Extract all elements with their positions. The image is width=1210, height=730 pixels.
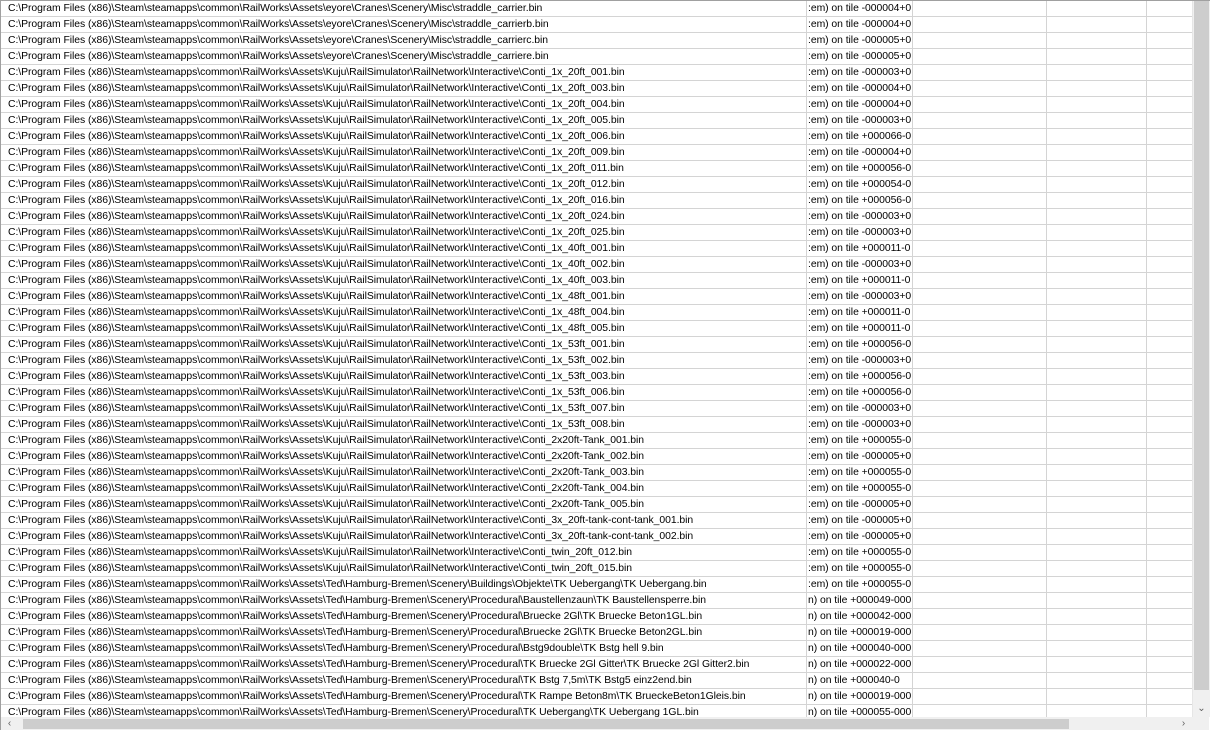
empty-cell [1047, 385, 1147, 401]
file-path-cell: C:\Program Files (x86)\Steam\steamapps\common\RailWorks\Assets\Ted\Hamburg-Bremen\Scenery\Procedural\Baustellenzaun\TK Baustellensperre.bin [1, 593, 807, 609]
tile-location-cell: n) on tile +000040-0 [807, 673, 913, 689]
empty-cell [1047, 193, 1147, 209]
empty-cell [1047, 513, 1147, 529]
tile-location-cell: :em) on tile +000054-0 [807, 177, 913, 193]
empty-cell [913, 97, 1047, 113]
empty-cell [1047, 593, 1147, 609]
file-path-cell: C:\Program Files (x86)\Steam\steamapps\common\RailWorks\Assets\eyore\Cranes\Scenery\Misc\straddle_carrierb.bin [1, 17, 807, 33]
empty-cell [913, 193, 1047, 209]
file-path-cell: C:\Program Files (x86)\Steam\steamapps\common\RailWorks\Assets\Kuju\RailSimulator\RailNetwork\Interactive\Conti_1x_48ft_004.bin [1, 305, 807, 321]
empty-cell [1047, 289, 1147, 305]
tile-location-cell: :em) on tile +000011-0 [807, 321, 913, 337]
empty-cell [1147, 353, 1193, 369]
empty-cell [1047, 17, 1147, 33]
tile-location-cell: :em) on tile +000011-0 [807, 273, 913, 289]
table-row[interactable] [1, 97, 1193, 113]
empty-cell [1147, 305, 1193, 321]
empty-cell [1147, 49, 1193, 65]
tile-location-cell: :em) on tile -000003+0 [807, 65, 913, 81]
file-path-cell: C:\Program Files (x86)\Steam\steamapps\common\RailWorks\Assets\Kuju\RailSimulator\RailNetwork\Interactive\Conti_1x_40ft_003.bin [1, 273, 807, 289]
tile-location-cell: n) on tile +000019-000 [807, 689, 913, 705]
horizontal-scrollbar[interactable] [1, 717, 1192, 730]
table-row[interactable] [1, 241, 1193, 257]
file-path-cell: C:\Program Files (x86)\Steam\steamapps\common\RailWorks\Assets\Kuju\RailSimulator\RailNetwork\Interactive\Conti_1x_20ft_004.bin [1, 97, 807, 113]
empty-cell [1047, 353, 1147, 369]
empty-cell [1147, 1, 1193, 17]
tile-location-cell: :em) on tile +000055-0 [807, 577, 913, 593]
table-row[interactable] [1, 161, 1193, 177]
table-row[interactable] [1, 289, 1193, 305]
tile-location-cell: n) on tile +000049-000 [807, 593, 913, 609]
empty-cell [1147, 433, 1193, 449]
tile-location-cell: :em) on tile -000003+0 [807, 289, 913, 305]
tile-location-cell: :em) on tile -000003+0 [807, 209, 913, 225]
tile-location-cell: :em) on tile +000055-0 [807, 545, 913, 561]
tile-location-cell: :em) on tile -000004+0 [807, 1, 913, 17]
empty-cell [1147, 81, 1193, 97]
empty-cell [1047, 49, 1147, 65]
empty-cell [1147, 257, 1193, 273]
table-row[interactable] [1, 609, 1193, 625]
empty-cell [913, 257, 1047, 273]
empty-cell [913, 433, 1047, 449]
empty-cell [1147, 641, 1193, 657]
table-row[interactable] [1, 705, 1193, 717]
table-row[interactable] [1, 417, 1193, 433]
horizontal-scrollbar-thumb[interactable] [23, 719, 1069, 729]
file-path-cell: C:\Program Files (x86)\Steam\steamapps\common\RailWorks\Assets\Ted\Hamburg-Bremen\Scenery\Procedural\TK Bstg 7,5m\TK Bstg5 einz2end.bin [1, 673, 807, 689]
empty-cell [1147, 193, 1193, 209]
empty-cell [1147, 577, 1193, 593]
empty-cell [1047, 673, 1147, 689]
tile-location-cell: :em) on tile -000005+0 [807, 513, 913, 529]
empty-cell [913, 177, 1047, 193]
vertical-scrollbar[interactable] [1192, 1, 1210, 717]
empty-cell [913, 321, 1047, 337]
empty-cell [913, 113, 1047, 129]
tile-location-cell: :em) on tile -000005+0 [807, 49, 913, 65]
empty-cell [913, 273, 1047, 289]
table-row[interactable] [1, 433, 1193, 449]
empty-cell [1047, 321, 1147, 337]
empty-cell [1147, 705, 1193, 717]
table-row[interactable] [1, 673, 1193, 689]
file-path-cell: C:\Program Files (x86)\Steam\steamapps\common\RailWorks\Assets\Kuju\RailSimulator\RailNetwork\Interactive\Conti_1x_53ft_003.bin [1, 369, 807, 385]
empty-cell [913, 129, 1047, 145]
empty-cell [913, 545, 1047, 561]
file-path-cell: C:\Program Files (x86)\Steam\steamapps\common\RailWorks\Assets\Kuju\RailSimulator\RailNetwork\Interactive\Conti_2x20ft-Tank_002.bin [1, 449, 807, 465]
table-row[interactable] [1, 641, 1193, 657]
file-path-cell: C:\Program Files (x86)\Steam\steamapps\common\RailWorks\Assets\Kuju\RailSimulator\RailNetwork\Interactive\Conti_3x_20ft-tank-cont-tank_002.bin [1, 529, 807, 545]
file-path-cell: C:\Program Files (x86)\Steam\steamapps\common\RailWorks\Assets\Kuju\RailSimulator\RailNetwork\Interactive\Conti_twin_20ft_012.bin [1, 545, 807, 561]
empty-cell [1047, 465, 1147, 481]
file-path-cell: C:\Program Files (x86)\Steam\steamapps\common\RailWorks\Assets\Kuju\RailSimulator\RailNetwork\Interactive\Conti_1x_53ft_002.bin [1, 353, 807, 369]
table-row[interactable] [1, 81, 1193, 97]
empty-cell [913, 369, 1047, 385]
empty-cell [1047, 225, 1147, 241]
empty-cell [913, 513, 1047, 529]
empty-cell [1047, 97, 1147, 113]
empty-cell [1147, 97, 1193, 113]
empty-cell [913, 577, 1047, 593]
empty-cell [1047, 609, 1147, 625]
empty-cell [1047, 561, 1147, 577]
empty-cell [1047, 625, 1147, 641]
table-row[interactable] [1, 465, 1193, 481]
empty-cell [913, 593, 1047, 609]
file-path-cell: C:\Program Files (x86)\Steam\steamapps\common\RailWorks\Assets\eyore\Cranes\Scenery\Misc\straddle_carriere.bin [1, 49, 807, 65]
empty-cell [1047, 129, 1147, 145]
file-path-cell: C:\Program Files (x86)\Steam\steamapps\common\RailWorks\Assets\Kuju\RailSimulator\RailNetwork\Interactive\Conti_1x_20ft_025.bin [1, 225, 807, 241]
empty-cell [1147, 545, 1193, 561]
empty-cell [1047, 481, 1147, 497]
tile-location-cell: :em) on tile +000056-0 [807, 385, 913, 401]
tile-location-cell: :em) on tile +000055-0 [807, 433, 913, 449]
tile-location-cell: :em) on tile +000011-0 [807, 305, 913, 321]
empty-cell [1147, 481, 1193, 497]
empty-cell [1147, 513, 1193, 529]
empty-cell [913, 657, 1047, 673]
tile-location-cell: :em) on tile +000055-0 [807, 561, 913, 577]
empty-cell [1047, 257, 1147, 273]
empty-cell [913, 417, 1047, 433]
empty-cell [913, 81, 1047, 97]
empty-cell [1047, 497, 1147, 513]
empty-cell [1147, 593, 1193, 609]
empty-cell [1047, 273, 1147, 289]
empty-cell [1147, 65, 1193, 81]
table-row[interactable] [1, 209, 1193, 225]
empty-cell [1047, 81, 1147, 97]
table-row[interactable] [1, 49, 1193, 65]
empty-cell [1147, 417, 1193, 433]
table-row[interactable] [1, 129, 1193, 145]
file-path-cell: C:\Program Files (x86)\Steam\steamapps\common\RailWorks\Assets\eyore\Cranes\Scenery\Misc\straddle_carrierc.bin [1, 33, 807, 49]
scroll-down-arrow-icon[interactable]: ⌄ [1197, 703, 1206, 714]
empty-cell [1047, 209, 1147, 225]
empty-cell [913, 209, 1047, 225]
empty-cell [913, 497, 1047, 513]
file-path-cell: C:\Program Files (x86)\Steam\steamapps\common\RailWorks\Assets\Ted\Hamburg-Bremen\Scenery\Procedural\Bruecke 2Gl\TK Bruecke Beton2GL.bin [1, 625, 807, 641]
file-path-cell: C:\Program Files (x86)\Steam\steamapps\common\RailWorks\Assets\Kuju\RailSimulator\RailNetwork\Interactive\Conti_twin_20ft_015.bin [1, 561, 807, 577]
empty-cell [913, 225, 1047, 241]
table-row[interactable] [1, 225, 1193, 241]
empty-cell [1047, 545, 1147, 561]
empty-cell [913, 689, 1047, 705]
table-row[interactable] [1, 305, 1193, 321]
tile-location-cell: :em) on tile +000066-0 [807, 129, 913, 145]
empty-cell [913, 705, 1047, 717]
empty-cell [1047, 417, 1147, 433]
empty-cell [1047, 305, 1147, 321]
table-row[interactable] [1, 561, 1193, 577]
table-row[interactable] [1, 65, 1193, 81]
table-row[interactable] [1, 449, 1193, 465]
empty-cell [913, 449, 1047, 465]
empty-cell [1147, 529, 1193, 545]
table-row[interactable] [1, 1, 1193, 17]
table-row[interactable] [1, 337, 1193, 353]
table-row[interactable] [1, 353, 1193, 369]
table-row[interactable] [1, 369, 1193, 385]
empty-cell [1147, 689, 1193, 705]
table-row[interactable] [1, 113, 1193, 129]
empty-cell [913, 33, 1047, 49]
file-path-cell: C:\Program Files (x86)\Steam\steamapps\common\RailWorks\Assets\Kuju\RailSimulator\RailNetwork\Interactive\Conti_1x_20ft_005.bin [1, 113, 807, 129]
empty-cell [1047, 577, 1147, 593]
empty-cell [1147, 145, 1193, 161]
empty-cell [1047, 641, 1147, 657]
empty-cell [1047, 705, 1147, 717]
empty-cell [1047, 657, 1147, 673]
empty-cell [913, 241, 1047, 257]
table-row[interactable] [1, 577, 1193, 593]
empty-cell [913, 561, 1047, 577]
empty-cell [1047, 369, 1147, 385]
table-row[interactable] [1, 145, 1193, 161]
empty-cell [1047, 65, 1147, 81]
file-path-cell: C:\Program Files (x86)\Steam\steamapps\common\RailWorks\Assets\Ted\Hamburg-Bremen\Scenery\Procedural\Bstg9double\TK Bstg hell 9.bin [1, 641, 807, 657]
file-path-cell: C:\Program Files (x86)\Steam\steamapps\common\RailWorks\Assets\Kuju\RailSimulator\RailNetwork\Interactive\Conti_1x_48ft_001.bin [1, 289, 807, 305]
tile-location-cell: :em) on tile -000003+0 [807, 401, 913, 417]
table-row[interactable] [1, 593, 1193, 609]
table-row[interactable] [1, 625, 1193, 641]
file-path-cell: C:\Program Files (x86)\Steam\steamapps\common\RailWorks\Assets\Kuju\RailSimulator\RailNetwork\Interactive\Conti_1x_20ft_001.bin [1, 65, 807, 81]
file-path-cell: C:\Program Files (x86)\Steam\steamapps\common\RailWorks\Assets\Kuju\RailSimulator\RailNetwork\Interactive\Conti_1x_20ft_012.bin [1, 177, 807, 193]
file-path-cell: C:\Program Files (x86)\Steam\steamapps\common\RailWorks\Assets\Kuju\RailSimulator\RailNetwork\Interactive\Conti_1x_53ft_001.bin [1, 337, 807, 353]
tile-location-cell: :em) on tile -000003+0 [807, 417, 913, 433]
file-path-cell: C:\Program Files (x86)\Steam\steamapps\common\RailWorks\Assets\Kuju\RailSimulator\RailNetwork\Interactive\Conti_3x_20ft-tank-cont-tank_001.bin [1, 513, 807, 529]
tile-location-cell: :em) on tile -000004+0 [807, 97, 913, 113]
file-path-cell: C:\Program Files (x86)\Steam\steamapps\common\RailWorks\Assets\Kuju\RailSimulator\RailNetwork\Interactive\Conti_2x20ft-Tank_003.bin [1, 465, 807, 481]
empty-cell [1147, 401, 1193, 417]
file-path-cell: C:\Program Files (x86)\Steam\steamapps\common\RailWorks\Assets\Kuju\RailSimulator\RailNetwork\Interactive\Conti_1x_20ft_009.bin [1, 145, 807, 161]
tile-location-cell: :em) on tile -000005+0 [807, 449, 913, 465]
tile-location-cell: :em) on tile +000011-0 [807, 241, 913, 257]
empty-cell [913, 609, 1047, 625]
tile-location-cell: :em) on tile -000003+0 [807, 113, 913, 129]
table-row[interactable] [1, 401, 1193, 417]
empty-cell [913, 289, 1047, 305]
empty-cell [1047, 177, 1147, 193]
file-path-cell: C:\Program Files (x86)\Steam\steamapps\common\RailWorks\Assets\Kuju\RailSimulator\RailNetwork\Interactive\Conti_2x20ft-Tank_001.bin [1, 433, 807, 449]
tile-location-cell: :em) on tile +000056-0 [807, 369, 913, 385]
tile-location-cell: :em) on tile -000005+0 [807, 33, 913, 49]
empty-cell [913, 385, 1047, 401]
empty-cell [1147, 369, 1193, 385]
tile-location-cell: :em) on tile +000056-0 [807, 161, 913, 177]
tile-location-cell: n) on tile +000055-000 [807, 705, 913, 717]
empty-cell [913, 161, 1047, 177]
file-path-cell: C:\Program Files (x86)\Steam\steamapps\common\RailWorks\Assets\Kuju\RailSimulator\RailNetwork\Interactive\Conti_2x20ft-Tank_005.bin [1, 497, 807, 513]
table-row[interactable] [1, 193, 1193, 209]
file-path-cell: C:\Program Files (x86)\Steam\steamapps\common\RailWorks\Assets\Kuju\RailSimulator\RailNetwork\Interactive\Conti_1x_40ft_002.bin [1, 257, 807, 273]
empty-cell [1047, 33, 1147, 49]
empty-cell [913, 353, 1047, 369]
scroll-right-arrow-icon[interactable]: › [1181, 718, 1186, 729]
table-row[interactable] [1, 33, 1193, 49]
file-path-cell: C:\Program Files (x86)\Steam\steamapps\common\RailWorks\Assets\Kuju\RailSimulator\RailNetwork\Interactive\Conti_1x_40ft_001.bin [1, 241, 807, 257]
file-path-cell: C:\Program Files (x86)\Steam\steamapps\common\RailWorks\Assets\Kuju\RailSimulator\RailNetwork\Interactive\Conti_1x_20ft_016.bin [1, 193, 807, 209]
empty-cell [913, 65, 1047, 81]
table-row[interactable] [1, 17, 1193, 33]
file-path-cell: C:\Program Files (x86)\Steam\steamapps\common\RailWorks\Assets\Ted\Hamburg-Bremen\Scenery\Procedural\TK Rampe Beton8m\TK BrueckeBeton1Gleis.bin [1, 689, 807, 705]
empty-cell [1147, 225, 1193, 241]
empty-cell [913, 481, 1047, 497]
empty-cell [1147, 177, 1193, 193]
tile-location-cell: :em) on tile -000003+0 [807, 353, 913, 369]
file-path-cell: C:\Program Files (x86)\Steam\steamapps\common\RailWorks\Assets\Kuju\RailSimulator\RailNetwork\Interactive\Conti_1x_20ft_024.bin [1, 209, 807, 225]
tile-location-cell: :em) on tile -000004+0 [807, 81, 913, 97]
table-row[interactable] [1, 385, 1193, 401]
table-row[interactable] [1, 273, 1193, 289]
empty-cell [913, 17, 1047, 33]
tile-location-cell: :em) on tile -000003+0 [807, 225, 913, 241]
tile-location-cell: n) on tile +000022-000 [807, 657, 913, 673]
empty-cell [913, 465, 1047, 481]
empty-cell [1147, 385, 1193, 401]
empty-cell [1147, 561, 1193, 577]
empty-cell [1147, 289, 1193, 305]
results-grid[interactable] [1, 1, 1193, 717]
empty-cell [913, 305, 1047, 321]
empty-cell [913, 49, 1047, 65]
empty-cell [1147, 657, 1193, 673]
file-path-cell: C:\Program Files (x86)\Steam\steamapps\common\RailWorks\Assets\Kuju\RailSimulator\RailNetwork\Interactive\Conti_1x_20ft_006.bin [1, 129, 807, 145]
empty-cell [913, 145, 1047, 161]
vertical-scrollbar-thumb[interactable] [1194, 1, 1209, 690]
file-path-cell: C:\Program Files (x86)\Steam\steamapps\common\RailWorks\Assets\Kuju\RailSimulator\RailNetwork\Interactive\Conti_1x_53ft_006.bin [1, 385, 807, 401]
empty-cell [1047, 337, 1147, 353]
table-row[interactable] [1, 657, 1193, 673]
table-row[interactable] [1, 689, 1193, 705]
empty-cell [1147, 17, 1193, 33]
empty-cell [913, 1, 1047, 17]
file-path-cell: C:\Program Files (x86)\Steam\steamapps\common\RailWorks\Assets\eyore\Cranes\Scenery\Misc\straddle_carrier.bin [1, 1, 807, 17]
empty-cell [1147, 273, 1193, 289]
scroll-left-arrow-icon[interactable]: ‹ [7, 718, 12, 729]
table-row[interactable] [1, 321, 1193, 337]
empty-cell [1147, 673, 1193, 689]
empty-cell [1047, 241, 1147, 257]
empty-cell [1147, 465, 1193, 481]
tile-location-cell: :em) on tile -000003+0 [807, 257, 913, 273]
empty-cell [1047, 529, 1147, 545]
tile-location-cell: n) on tile +000019-000 [807, 625, 913, 641]
empty-cell [1147, 609, 1193, 625]
empty-cell [1047, 1, 1147, 17]
table-row[interactable] [1, 545, 1193, 561]
tile-location-cell: :em) on tile +000056-0 [807, 337, 913, 353]
empty-cell [1147, 129, 1193, 145]
empty-cell [913, 625, 1047, 641]
file-path-cell: C:\Program Files (x86)\Steam\steamapps\common\RailWorks\Assets\Ted\Hamburg-Bremen\Scenery\Procedural\Bruecke 2Gl\TK Bruecke Beton1GL.bin [1, 609, 807, 625]
file-path-cell: C:\Program Files (x86)\Steam\steamapps\common\RailWorks\Assets\Ted\Hamburg-Bremen\Scenery\Procedural\TK Uebergang\TK Uebergang 1GL.bin [1, 705, 807, 717]
file-path-cell: C:\Program Files (x86)\Steam\steamapps\common\RailWorks\Assets\Ted\Hamburg-Bremen\Scenery\Procedural\TK Bruecke 2Gl Gitter\TK Bruecke 2Gl Gitter2.bin [1, 657, 807, 673]
empty-cell [1047, 449, 1147, 465]
tile-location-cell: n) on tile +000042-000 [807, 609, 913, 625]
empty-cell [1147, 161, 1193, 177]
empty-cell [1047, 161, 1147, 177]
empty-cell [1147, 113, 1193, 129]
empty-cell [1047, 113, 1147, 129]
tile-location-cell: :em) on tile -000005+0 [807, 497, 913, 513]
empty-cell [1047, 689, 1147, 705]
tile-location-cell: :em) on tile -000004+0 [807, 17, 913, 33]
file-path-cell: C:\Program Files (x86)\Steam\steamapps\common\RailWorks\Assets\Kuju\RailSimulator\RailNetwork\Interactive\Conti_1x_53ft_008.bin [1, 417, 807, 433]
table-row[interactable] [1, 177, 1193, 193]
empty-cell [1147, 209, 1193, 225]
empty-cell [913, 641, 1047, 657]
table-row[interactable] [1, 257, 1193, 273]
tile-location-cell: :em) on tile +000055-0 [807, 465, 913, 481]
file-path-cell: C:\Program Files (x86)\Steam\steamapps\common\RailWorks\Assets\Kuju\RailSimulator\RailNetwork\Interactive\Conti_1x_48ft_005.bin [1, 321, 807, 337]
empty-cell [1147, 241, 1193, 257]
tile-location-cell: :em) on tile +000055-0 [807, 481, 913, 497]
tile-location-cell: n) on tile +000040-000 [807, 641, 913, 657]
empty-cell [1147, 33, 1193, 49]
file-path-cell: C:\Program Files (x86)\Steam\steamapps\common\RailWorks\Assets\Kuju\RailSimulator\RailNetwork\Interactive\Conti_2x20ft-Tank_004.bin [1, 481, 807, 497]
empty-cell [1047, 145, 1147, 161]
empty-cell [1147, 497, 1193, 513]
empty-cell [913, 529, 1047, 545]
table-row[interactable] [1, 481, 1193, 497]
empty-cell [1147, 321, 1193, 337]
empty-cell [913, 337, 1047, 353]
empty-cell [1147, 449, 1193, 465]
tile-location-cell: :em) on tile -000005+0 [807, 529, 913, 545]
empty-cell [913, 401, 1047, 417]
table-row[interactable] [1, 513, 1193, 529]
empty-cell [1147, 337, 1193, 353]
table-row[interactable] [1, 529, 1193, 545]
tile-location-cell: :em) on tile -000004+0 [807, 145, 913, 161]
empty-cell [1047, 433, 1147, 449]
empty-cell [1047, 401, 1147, 417]
empty-cell [1147, 625, 1193, 641]
table-row[interactable] [1, 497, 1193, 513]
file-path-cell: C:\Program Files (x86)\Steam\steamapps\common\RailWorks\Assets\Kuju\RailSimulator\RailNetwork\Interactive\Conti_1x_53ft_007.bin [1, 401, 807, 417]
file-path-cell: C:\Program Files (x86)\Steam\steamapps\common\RailWorks\Assets\Kuju\RailSimulator\RailNetwork\Interactive\Conti_1x_20ft_003.bin [1, 81, 807, 97]
file-path-cell: C:\Program Files (x86)\Steam\steamapps\common\RailWorks\Assets\Ted\Hamburg-Bremen\Scenery\Buildings\Objekte\TK Uebergang\TK Uebergang.bin [1, 577, 807, 593]
empty-cell [913, 673, 1047, 689]
tile-location-cell: :em) on tile +000056-0 [807, 193, 913, 209]
file-path-cell: C:\Program Files (x86)\Steam\steamapps\common\RailWorks\Assets\Kuju\RailSimulator\RailNetwork\Interactive\Conti_1x_20ft_011.bin [1, 161, 807, 177]
scrollbar-corner [1192, 717, 1209, 730]
